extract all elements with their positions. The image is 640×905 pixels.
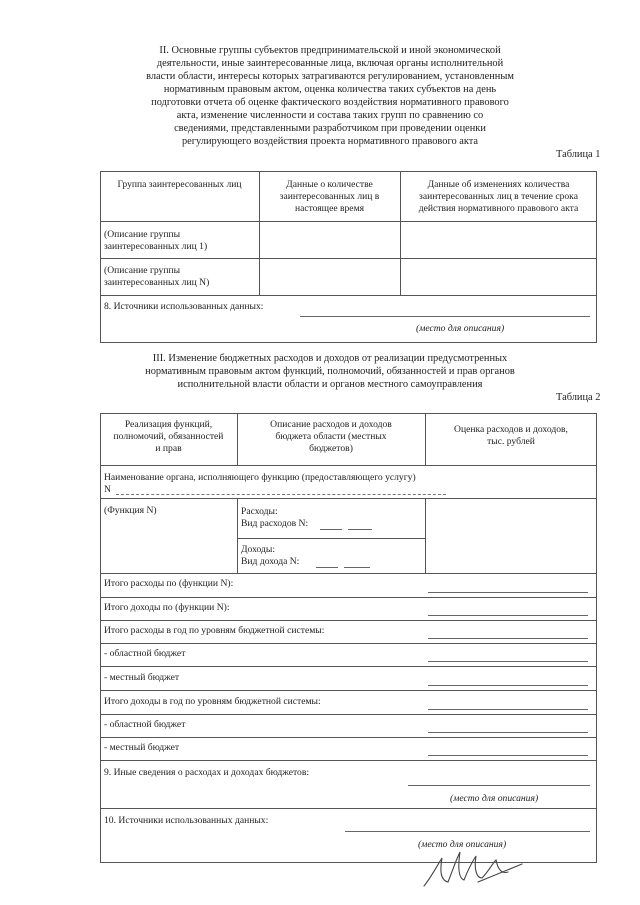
table-2-caption: Таблица 2	[556, 392, 601, 403]
table-2-header-functions: Реализация функций, полномочий, обязанностей и прав	[113, 419, 224, 454]
summary-income-regional: - областной бюджет	[104, 719, 186, 730]
table-1-sources-label: 8. Источники использованных данных:	[104, 301, 264, 312]
other-info-label: 9. Иные сведения о расходах и доходах бюджетов:	[104, 767, 310, 778]
expense-type: Вид расходов N:	[241, 518, 309, 529]
table-2-sources-label: 10. Источники использованных данных:	[104, 815, 269, 826]
table-2-sources-placeholder: (место для описания)	[418, 839, 507, 850]
summary-fill-4	[428, 661, 588, 662]
heading-line: деятельности, иные заинтересованные лица, включая органы исполнительной	[156, 58, 504, 69]
function-n-label: (Функция N)	[104, 505, 157, 516]
heading-line: нормативным правовым актом, оценка количества таких субъектов на день	[163, 84, 497, 95]
summary-function-income: Итого доходы по (функции N):	[104, 602, 230, 613]
heading-line: акта, изменение численности и состава таких групп по сравнению со	[176, 110, 484, 121]
table-1-placeholder: (место для описания)	[416, 323, 505, 334]
summary-fill-5	[428, 685, 588, 686]
income-label: Доходы:	[241, 544, 276, 555]
section-3-heading	[120, 352, 540, 391]
heading-line: исполнительной власти области и органов местного самоуправления	[177, 379, 483, 390]
summary-year-income: Итого доходы в год по уровням бюджетной системы:	[104, 696, 321, 707]
summary-function-expenses: Итого расходы по (функции N):	[104, 578, 234, 589]
heading-line: нормативным правовым актом функций, полномочий, обязанностей и прав органов	[145, 366, 515, 377]
organ-n: N	[104, 484, 111, 495]
table-2-header-estimate: Оценка расходов и доходов, тыс. рублей	[454, 424, 568, 447]
summary-fill-7	[428, 732, 588, 733]
summary-fill-8	[428, 755, 588, 756]
table-1-header-group: Группа заинтересованных лиц	[117, 179, 242, 190]
other-info-fill	[408, 785, 590, 786]
heading-line: регулирующего воздействия проекта нормативного правового акта	[181, 136, 479, 147]
table-1-header-changes: Данные об изменениях количества заинтересованных лиц в течение срока действия нормативного правового акта	[418, 179, 579, 214]
summary-expenses-regional: - областной бюджет	[104, 648, 186, 659]
summary-year-expenses: Итого расходы в год по уровням бюджетной системы:	[104, 625, 325, 636]
sources-fill-line	[300, 316, 590, 317]
summary-fill-6	[428, 709, 588, 710]
table-2-sources-fill	[345, 831, 590, 832]
summary-income-local: - местный бюджет	[104, 742, 180, 753]
summary-fill-3	[428, 638, 588, 639]
summary-fill-2	[428, 615, 588, 616]
table-2-header-description: Описание расходов и доходов бюджета области (местных бюджетов)	[270, 419, 392, 454]
table-1-caption: Таблица 1	[556, 149, 601, 160]
income-type: Вид дохода N:	[241, 556, 300, 567]
heading-line: III. Изменение бюджетных расходов и доходов от реализации предусмотренных	[152, 353, 508, 364]
other-info-placeholder: (место для описания)	[450, 793, 539, 804]
expense-type-fill	[320, 529, 342, 530]
heading-line: II. Основные группы субъектов предпринимательской и иной экономической	[159, 45, 501, 56]
summary-fill-1	[428, 592, 588, 593]
income-type-fill	[316, 567, 338, 568]
section-2-heading	[120, 44, 540, 148]
summary-expenses-local: - местный бюджет	[104, 672, 180, 683]
table-1-row-group-1: (Описание группы заинтересованных лиц 1)	[104, 229, 208, 252]
organ-fill-line	[116, 494, 446, 495]
expense-type-fill-2	[348, 529, 372, 530]
handwritten-signature	[418, 842, 538, 894]
organ-label: Наименование органа, исполняющего функцию (предоставляющего услугу)	[104, 472, 416, 483]
heading-line: власти области, интересы которых затрагиваются регулированием, установленным	[146, 71, 514, 82]
heading-line: сведениями, представленными разработчиком при проведении оценки	[174, 123, 486, 134]
table-1-header-current-count: Данные о количестве заинтересованных лиц в настоящее время	[279, 179, 380, 214]
table-1-row-group-n: (Описание группы заинтересованных лиц N)	[104, 265, 210, 288]
expenses-label: Расходы:	[241, 506, 278, 517]
heading-line: подготовки отчета об оценке фактического воздействия нормативного правового	[151, 97, 509, 108]
income-type-fill-2	[344, 567, 370, 568]
